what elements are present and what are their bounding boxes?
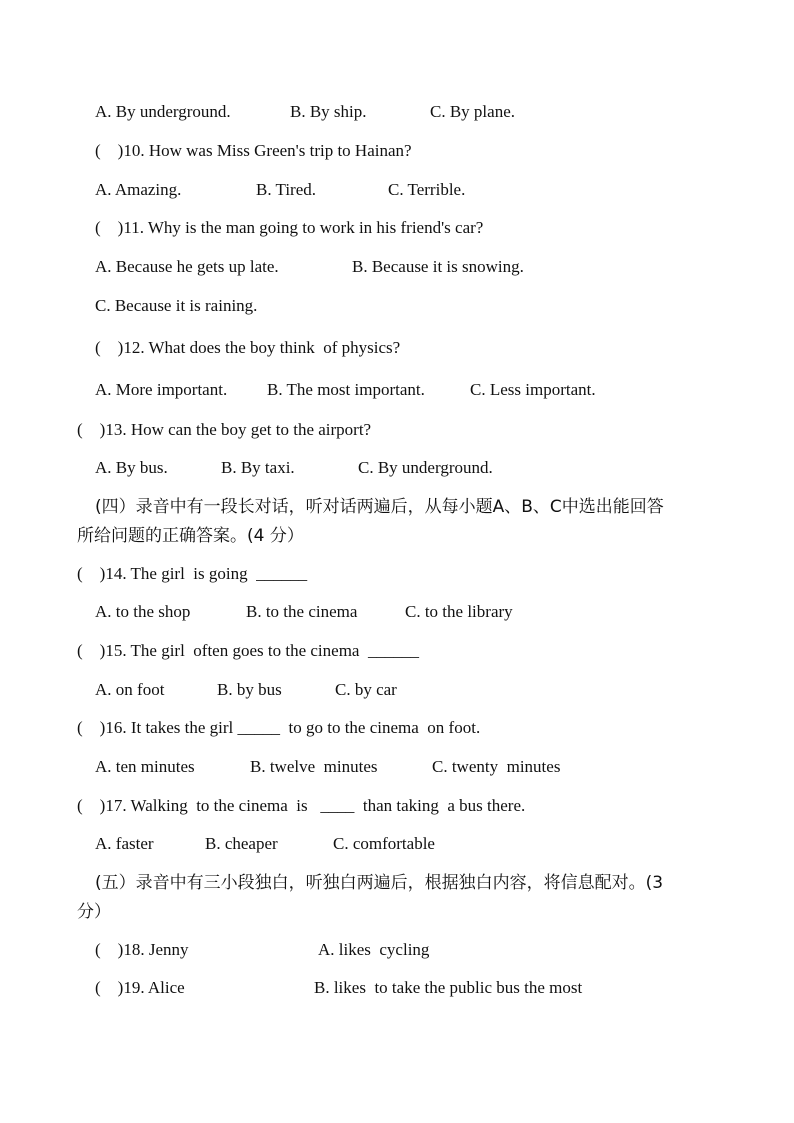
q10-stem: ( )10. How was Miss Green's trip to Hainan? [95,141,412,160]
q11-option-b: B. Because it is snowing. [352,257,524,276]
q16-option-c: C. twenty minutes [432,757,561,776]
q10-option-c: C. Terrible. [388,180,466,199]
q17-option-c: C. comfortable [333,834,435,853]
q12-option-b: B. The most important. [267,380,425,399]
q9-option-c: C. By plane. [430,102,515,121]
q13-option-a: A. By bus. [95,458,168,477]
q14-option-a: A. to the shop [95,602,191,621]
q9-option-a: A. By underground. [95,102,231,121]
q12-option-c: C. Less important. [470,380,596,399]
q11-option-c: C. Because it is raining. [95,296,258,315]
q16-stem: ( )16. It takes the girl _____ to go to the cinema on foot. [77,718,481,737]
q15-option-a: A. on foot [95,680,165,699]
q11-stem: ( )11. Why is the man going to work in his friend's car? [95,218,484,237]
q17-option-a: A. faster [95,834,154,853]
q18-stem: ( )18. Jenny [95,940,189,959]
q15-option-c: C. by car [335,680,397,699]
section5-instruction-line2: 分） [77,902,111,922]
q10-option-a: A. Amazing. [95,180,182,199]
q12-stem: ( )12. What does the boy think of physics? [95,338,401,357]
q10-option-b: B. Tired. [256,180,316,199]
q14-stem: ( )14. The girl is going ______ [77,564,308,583]
q13-stem: ( )13. How can the boy get to the airport? [77,420,372,439]
q16-option-b: B. twelve minutes [250,757,378,776]
q11-option-a: A. Because he gets up late. [95,257,279,276]
q13-option-b: B. By taxi. [221,458,295,477]
q15-stem: ( )15. The girl often goes to the cinema ______ [77,641,419,660]
q16-option-a: A. ten minutes [95,757,195,776]
q14-option-b: B. to the cinema [246,602,358,621]
q14-option-c: C. to the library [405,602,513,621]
q18-match-option: A. likes cycling [318,940,430,959]
q13-option-c: C. By underground. [358,458,493,477]
q12-option-a: A. More important. [95,380,228,399]
section5-instruction-line1: (五）录音中有三小段独白，听独白两遍后，根据独白内容，将信息配对。(3 [95,873,664,893]
section4-instruction-line2: 所给问题的正确答案。(4 分） [77,526,304,546]
q17-option-b: B. cheaper [205,834,278,853]
q19-stem: ( )19. Alice [95,978,185,997]
section4-instruction-line1: (四）录音中有一段长对话，听对话两遍后，从每小题A、B、C中选出能回答 [95,497,664,517]
q15-option-b: B. by bus [217,680,282,699]
q9-option-b: B. By ship. [290,102,367,121]
q17-stem: ( )17. Walking to the cinema is ____ than taking a bus there. [77,796,526,815]
q19-match-option: B. likes to take the public bus the most [314,978,583,997]
